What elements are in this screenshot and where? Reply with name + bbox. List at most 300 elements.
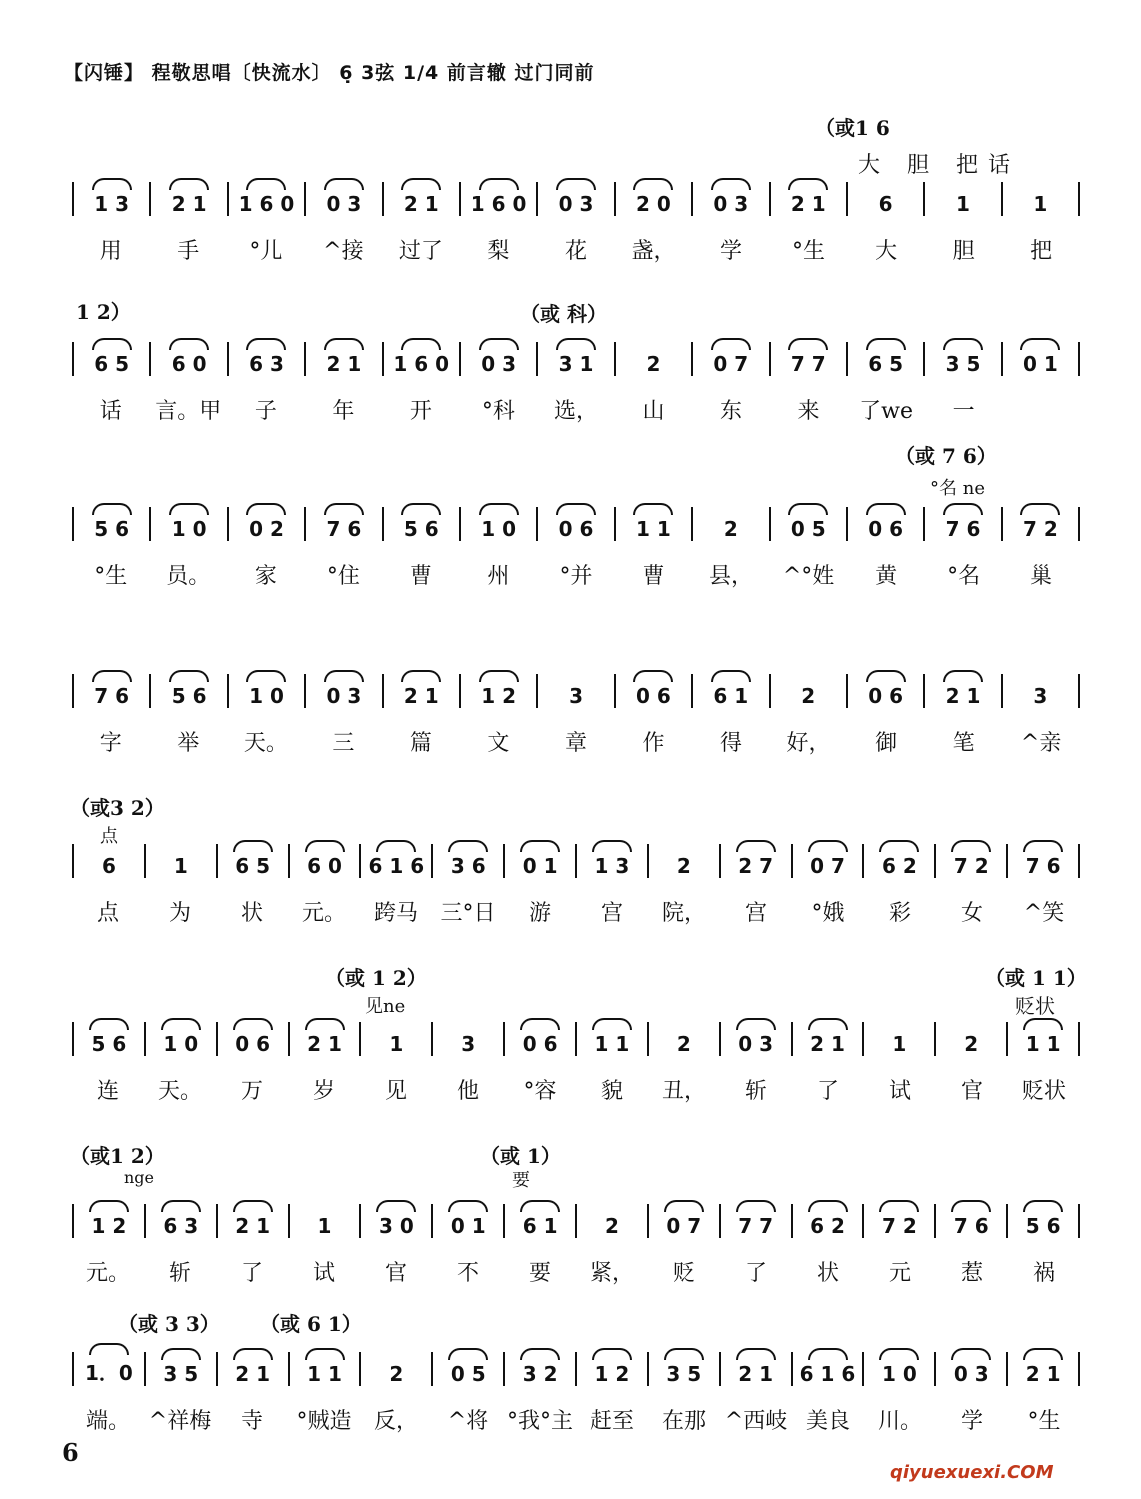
note-text: 1 1 <box>636 517 671 541</box>
note-text: 6 5 <box>94 352 130 376</box>
slur-mark <box>664 1348 704 1360</box>
lyric-word: 惹 <box>960 1261 983 1286</box>
lyric-word: 女 <box>960 901 983 926</box>
slur-mark <box>808 1200 848 1212</box>
lyric-word: 开 <box>409 399 432 424</box>
note-group <box>936 1200 1006 1238</box>
note-group <box>925 670 1000 708</box>
row2-alt: （或 科） <box>520 302 607 326</box>
slur-mark <box>376 1200 416 1212</box>
note-group <box>538 178 613 216</box>
slur-mark <box>246 338 286 350</box>
note-group <box>74 1200 144 1238</box>
slur-mark <box>233 1348 273 1360</box>
slur-mark <box>664 1200 704 1212</box>
lyric-word: 斩 <box>168 1261 191 1286</box>
slur-mark <box>788 503 828 515</box>
note-group <box>74 503 149 541</box>
lyric-word: ^西岐 <box>724 1409 788 1434</box>
note-group <box>616 670 691 708</box>
barline <box>1078 674 1080 708</box>
note-group <box>848 192 923 216</box>
slur-mark <box>1020 503 1060 515</box>
note-text: 3 6 <box>450 854 486 878</box>
note-group <box>771 684 846 708</box>
note-group <box>306 338 381 376</box>
note-text: 0 3 <box>738 1032 774 1056</box>
lyric-word: 他 <box>456 1079 479 1104</box>
lyric-word: 跨马 <box>373 901 418 926</box>
note-group <box>616 178 691 216</box>
note-group <box>151 670 226 708</box>
lyric-word: °容 <box>523 1079 557 1104</box>
note-text: 6 2 <box>810 1214 845 1238</box>
slur-mark <box>788 338 828 350</box>
note-group <box>616 352 691 376</box>
note-group <box>146 1348 216 1386</box>
note-text: 0 1 <box>1022 352 1058 376</box>
slur-mark <box>736 1348 776 1360</box>
note-group <box>721 1200 791 1238</box>
note-text: 0 6 <box>522 1032 558 1056</box>
note-group <box>864 1200 934 1238</box>
note-text: 2 1 <box>403 192 439 216</box>
note-text: 0 3 <box>326 192 362 216</box>
lyric-word: 连 <box>96 1079 119 1104</box>
note-group <box>218 1018 288 1056</box>
note-group <box>74 1343 144 1386</box>
lyric-word: 大 <box>875 239 898 264</box>
note-group <box>151 338 226 376</box>
lyric-word: 点 <box>96 901 119 926</box>
note-text: 1 <box>1033 192 1048 216</box>
note-text: 2 1 <box>403 684 439 708</box>
note-group <box>146 854 216 878</box>
page-number: 6 <box>62 1438 79 1467</box>
note-text: 3 <box>569 684 583 708</box>
note-group <box>649 1200 719 1238</box>
lyric-word: °生 <box>792 239 826 264</box>
slur-mark <box>448 840 488 852</box>
note-group <box>433 1200 503 1238</box>
lyric-word: 一 <box>952 399 975 424</box>
note-text: 3 5 <box>666 1362 702 1386</box>
note-group <box>461 503 536 541</box>
lyric-word: °生 <box>1027 1409 1061 1434</box>
note-group <box>793 1018 863 1056</box>
lyric-word: 紧， <box>589 1261 634 1286</box>
slur-mark <box>169 338 209 350</box>
note-group <box>433 1032 503 1056</box>
note-text: 1 2 <box>91 1214 127 1238</box>
note-text: 1 0 <box>171 517 207 541</box>
slur-mark <box>736 840 776 852</box>
lyric-word: 元。 <box>85 1261 130 1286</box>
slur-mark <box>866 338 906 350</box>
lyric-word: 官 <box>960 1079 983 1104</box>
lyric-word: 字 <box>99 731 122 756</box>
slur-mark <box>520 1348 560 1360</box>
slur-mark <box>401 338 441 350</box>
slur-mark <box>943 338 983 350</box>
note-group <box>306 503 381 541</box>
lyric-word: 御 <box>875 731 898 756</box>
note-group <box>936 1032 1006 1056</box>
slur-mark <box>866 503 906 515</box>
row8-alt: （或 3 3） <box>118 1312 220 1336</box>
note-group <box>361 1362 431 1386</box>
lyric-word: 试 <box>312 1261 335 1286</box>
slur-mark <box>448 1200 488 1212</box>
lyric-word: 宫 <box>600 901 623 926</box>
row2-pre-note: 1 2） <box>76 300 131 324</box>
barline <box>1078 507 1080 541</box>
note-group <box>1008 1348 1078 1386</box>
note-text: 2 1 <box>1025 1362 1061 1386</box>
lyric-word: 学 <box>720 239 743 264</box>
note-text: 0 3 <box>558 192 594 216</box>
lyric-word: 东 <box>720 399 743 424</box>
note-text: 1 3 <box>94 192 130 216</box>
note-group <box>925 503 1000 541</box>
row7-alt: （或1 2） <box>70 1144 165 1168</box>
slur-mark <box>633 503 673 515</box>
lyric-word: °儿 <box>249 239 283 264</box>
slur-mark <box>592 1018 632 1030</box>
lyric-word: 了 <box>744 1261 767 1286</box>
note-group <box>793 1200 863 1238</box>
slur-mark <box>592 1348 632 1360</box>
note-group <box>218 840 288 878</box>
lyric-word: 县， <box>709 564 754 589</box>
score-row-2 <box>72 340 1080 425</box>
note-group <box>936 840 1006 878</box>
note-text: 6 0 <box>307 854 342 878</box>
lyric-word: 祸 <box>1032 1261 1055 1286</box>
note-group <box>306 178 381 216</box>
lyric-word: 作 <box>642 731 665 756</box>
lyric-word: ^亲 <box>1020 731 1062 756</box>
barline <box>1078 844 1080 878</box>
slur-mark <box>92 338 132 350</box>
note-group <box>361 1200 431 1238</box>
note-group <box>649 1032 719 1056</box>
slur-mark <box>633 178 673 190</box>
lyric-word: °住 <box>326 564 360 589</box>
note-text: 6 1 6 <box>799 1362 856 1386</box>
note-group <box>505 1348 575 1386</box>
note-text: 2 <box>964 1032 979 1056</box>
slur-mark <box>1023 1018 1063 1030</box>
note-group <box>229 178 304 216</box>
note-text: 0 5 <box>450 1362 486 1386</box>
note-text: 6 3 <box>163 1214 199 1238</box>
note-group <box>290 1214 360 1238</box>
note-text: 0 6 <box>558 517 594 541</box>
note-group <box>721 1018 791 1056</box>
note-group <box>384 670 459 708</box>
lyric-word: 子 <box>254 399 277 424</box>
note-text: 2 1 <box>171 192 207 216</box>
lyric-word: 川。 <box>877 1409 922 1434</box>
slur-mark <box>736 1200 776 1212</box>
note-text: 0 3 <box>953 1362 989 1386</box>
slur-mark <box>305 840 345 852</box>
note-group <box>925 338 1000 376</box>
lyric-word: °贼造 <box>296 1409 352 1434</box>
note-text: 6 5 <box>235 854 271 878</box>
note-text: 1 <box>389 1032 404 1056</box>
note-text: 1 6 0 <box>238 192 295 216</box>
slur-mark <box>169 178 209 190</box>
barline <box>1078 342 1080 376</box>
note-text: 2 <box>801 684 816 708</box>
note-group <box>577 1348 647 1386</box>
note-text: 2 1 <box>307 1032 342 1056</box>
note-text: 0 7 <box>810 854 845 878</box>
note-group <box>290 840 360 878</box>
note-group <box>461 338 536 376</box>
lyric-word: 花 <box>564 239 587 264</box>
note-group <box>74 338 149 376</box>
lyric-word: 为 <box>168 901 191 926</box>
note-group <box>505 1018 575 1056</box>
slur-mark <box>324 503 364 515</box>
note-group <box>848 338 923 376</box>
lyric-word: 试 <box>888 1079 911 1104</box>
note-text: 7 6 <box>94 684 130 708</box>
note-group <box>793 1348 863 1386</box>
note-text: 1 1 <box>307 1362 342 1386</box>
lyric-word: 天。 <box>243 731 288 756</box>
score-row-5 <box>72 842 1080 927</box>
note-text: 7 6 <box>945 517 981 541</box>
note-group <box>793 840 863 878</box>
note-text: 6 1 6 <box>368 854 425 878</box>
note-text: 1 2 <box>481 684 517 708</box>
note-group <box>218 1348 288 1386</box>
slur-mark <box>92 178 132 190</box>
note-text: 2 <box>723 517 738 541</box>
barline <box>1078 182 1080 216</box>
note-text: 1 0 <box>881 1362 917 1386</box>
note-group <box>1003 503 1078 541</box>
note-group <box>864 840 934 878</box>
slur-mark <box>556 338 596 350</box>
slur-mark <box>92 670 132 682</box>
note-group <box>290 1018 360 1056</box>
lyric-word: ^笑 <box>1023 901 1065 926</box>
lyric-word: 得 <box>720 731 743 756</box>
note-group <box>74 670 149 708</box>
lyric-word: 见 <box>384 1079 407 1104</box>
note-text: 3 5 <box>163 1362 199 1386</box>
slur-mark <box>1023 840 1063 852</box>
note-group <box>577 1214 647 1238</box>
note-text: 0 1 <box>450 1214 486 1238</box>
note-group <box>693 670 768 708</box>
row3-alt-lyric: °名 ne <box>930 478 985 499</box>
note-text: 5 6 <box>91 1032 127 1056</box>
note-group <box>306 670 381 708</box>
slur-mark <box>246 178 286 190</box>
note-text: 2 7 <box>738 854 774 878</box>
lyric-word: 反， <box>373 1409 418 1434</box>
lyric-word: 彩 <box>888 901 911 926</box>
note-text: 1 1 <box>594 1032 630 1056</box>
note-group <box>229 670 304 708</box>
row6-alt2: （或 1 1） <box>985 966 1087 990</box>
note-group <box>538 338 613 376</box>
note-group <box>616 503 691 541</box>
lyric-word: 家 <box>254 564 277 589</box>
note-group <box>693 338 768 376</box>
note-text: 7 6 <box>326 517 362 541</box>
lyric-word <box>1002 394 1080 425</box>
slur-mark <box>376 840 416 852</box>
lyric-word: 元 <box>888 1261 911 1286</box>
lyric-word: 院， <box>661 901 706 926</box>
note-text: 0 6 <box>235 1032 271 1056</box>
slur-mark <box>520 840 560 852</box>
note-text: 3 5 <box>945 352 981 376</box>
slur-mark <box>951 1200 991 1212</box>
note-text: 5 6 <box>94 517 130 541</box>
note-group <box>649 854 719 878</box>
note-text: 2 1 <box>738 1362 774 1386</box>
note-group <box>848 670 923 708</box>
slur-mark <box>305 1348 345 1360</box>
slur-mark <box>324 338 364 350</box>
slur-mark <box>479 503 519 515</box>
slur-mark <box>1020 338 1060 350</box>
note-text: 3 1 <box>558 352 594 376</box>
lyric-word: 岁 <box>312 1079 335 1104</box>
note-text: 0 3 <box>326 684 362 708</box>
lyric-word: 学 <box>960 1409 983 1434</box>
score-row-3 <box>72 505 1080 590</box>
note-group <box>1008 840 1078 878</box>
lyric-word: 要 <box>528 1261 551 1286</box>
lyric-word: 州 <box>487 564 510 589</box>
lyric-word: 员。 <box>166 564 211 589</box>
note-text: 1 6 0 <box>470 192 527 216</box>
slur-mark <box>711 670 751 682</box>
note-text: 2 1 <box>235 1362 271 1386</box>
slur-mark <box>161 1018 201 1030</box>
note-text: 0 6 <box>868 517 903 541</box>
note-text: 6 0 <box>171 352 207 376</box>
lyric-word: 来 <box>797 399 820 424</box>
note-text: 1 6 0 <box>393 352 450 376</box>
lyric-word: 章 <box>564 731 587 756</box>
slur-mark <box>448 1348 488 1360</box>
lyric-word: 状 <box>240 901 263 926</box>
slur-mark <box>736 1018 776 1030</box>
note-text: 0 6 <box>636 684 671 708</box>
note-group <box>505 1200 575 1238</box>
row7-alt2: （或 1） <box>480 1144 561 1168</box>
note-text: 7 6 <box>1025 854 1061 878</box>
lyric-word: 言。甲 <box>155 399 222 424</box>
slur-mark <box>879 1348 919 1360</box>
lyric-word: 游 <box>528 901 551 926</box>
slur-mark <box>246 503 286 515</box>
note-group <box>925 192 1000 216</box>
note-text: 2 1 <box>790 192 826 216</box>
note-text: 0 3 <box>481 352 517 376</box>
slur-mark <box>943 670 983 682</box>
note-text: 7 7 <box>738 1214 774 1238</box>
note-group <box>361 1032 431 1056</box>
note-text: 2 <box>389 1362 404 1386</box>
lyric-word: 端。 <box>85 1409 130 1434</box>
note-text: 2 <box>604 1214 619 1238</box>
note-group <box>721 1348 791 1386</box>
note-group <box>1008 1018 1078 1056</box>
note-group <box>538 503 613 541</box>
lyric-word: 把 <box>1030 239 1053 264</box>
slur-mark <box>808 1348 848 1360</box>
lyric-word: 用 <box>99 239 122 264</box>
note-text: 6 2 <box>881 854 917 878</box>
note-group <box>384 338 459 376</box>
slur-mark <box>233 1200 273 1212</box>
slur-mark <box>951 1348 991 1360</box>
row5-alt: （或3 2） <box>70 796 165 820</box>
lyric-word: ^接 <box>323 239 364 264</box>
slur-mark <box>324 178 364 190</box>
slur-mark <box>711 338 751 350</box>
score-row-6 <box>72 1020 1080 1105</box>
note-text: 3 <box>1033 684 1048 708</box>
lyric-word: 胆 <box>952 239 975 264</box>
lyric-word: °娥 <box>811 901 845 926</box>
slur-mark <box>89 1343 129 1355</box>
row5-alt-lyric: 点 <box>100 826 118 847</box>
lyric-word: 话 <box>99 399 122 424</box>
note-group <box>864 1348 934 1386</box>
row3-alt: （或 7 6） <box>895 444 997 468</box>
slur-mark <box>592 840 632 852</box>
row7-alt2-lyric: 要 <box>512 1170 530 1191</box>
note-text: 2 1 <box>326 352 362 376</box>
slur-mark <box>556 503 596 515</box>
note-group <box>693 178 768 216</box>
slur-mark <box>324 670 364 682</box>
note-text: 2 <box>676 854 691 878</box>
note-group <box>1008 1200 1078 1238</box>
note-text: 6 1 <box>522 1214 558 1238</box>
note-text: 6 1 <box>713 684 749 708</box>
slur-mark <box>401 178 441 190</box>
note-group <box>461 670 536 708</box>
barline <box>1078 1352 1080 1386</box>
lyric-word: 宫 <box>744 901 767 926</box>
slur-mark <box>520 1018 560 1030</box>
note-group <box>74 178 149 216</box>
note-group <box>649 1348 719 1386</box>
note-group <box>146 1018 216 1056</box>
note-group <box>771 503 846 541</box>
slur-mark <box>1023 1348 1063 1360</box>
slur-mark <box>401 503 441 515</box>
lyric-word: 三°日 <box>440 901 496 926</box>
note-group <box>864 1032 934 1056</box>
note-text: 2 1 <box>810 1032 845 1056</box>
note-group <box>721 840 791 878</box>
note-group <box>151 178 226 216</box>
